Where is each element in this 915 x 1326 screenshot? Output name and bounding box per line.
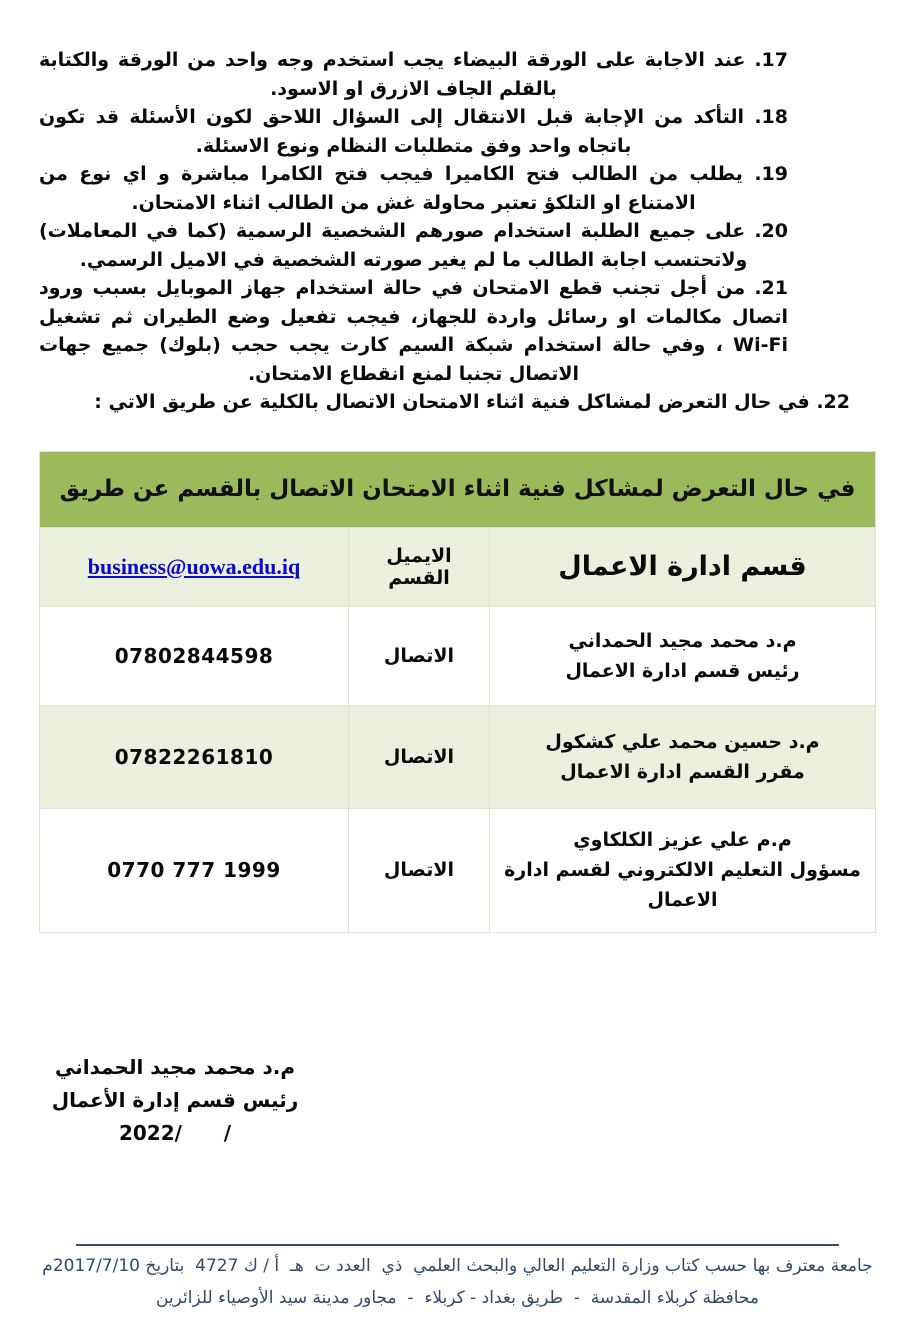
document-page	[0, 46, 915, 1326]
person-cell	[490, 809, 875, 932]
person-cell	[490, 706, 875, 808]
list-item-21	[39, 274, 876, 388]
footer-accreditation-line: جامعة معترف بها حسب كتاب وزارة التعليم العالي والبحث العلمي ذي العدد ت هـ أ / ك 4727 بتاريخ 2017/7/10م	[42, 1256, 873, 1276]
email-label-cell	[348, 528, 490, 606]
item-number: 17.	[754, 49, 788, 71]
phone-cell	[40, 607, 348, 705]
contact-label-cell	[348, 809, 490, 932]
item-text: من أجل تجنب قطع الامتحان في حالة استخدام جهاز الموبايل بسبب ورود اتصال مكالمات او رسائل واردة للجهاز، فيجب تفعيل وضع الطيران ثم تشغيل Wi-Fi ، وفي حالة استخدام شبكة السيم كارت يجب حجب (بلوك) جميع جهات الاتصال تجنبا لمنع انقطاع الامتحان.	[39, 277, 788, 385]
rules-list	[39, 46, 876, 417]
email-link[interactable]: business@uowa.edu.iq	[87, 553, 301, 579]
item-text: على جميع الطلبة استخدام صورهم الشخصية الرسمية (كما في المعاملات) ولاتحتسب اجابة الطالب ما لم يغير صورته الشخصية في الاميل الرسمي.	[39, 220, 748, 271]
person-role: مسؤول التعليم الالكتروني لقسم ادارة الاعمال	[504, 859, 861, 911]
table-row-department	[40, 527, 875, 606]
department-email-cell	[40, 528, 348, 606]
person-cell	[490, 607, 875, 705]
page-footer	[0, 1244, 915, 1314]
person-name: م.م علي عزيز الكلكاوي	[573, 829, 792, 851]
phone-cell	[40, 809, 348, 932]
contact-table	[39, 451, 876, 933]
phone-cell	[40, 706, 348, 808]
table-row-head-of-department	[40, 606, 875, 705]
phone-number: 0770 777 1999	[107, 858, 281, 882]
phone-number: 07802844598	[114, 643, 274, 668]
table-header-band	[40, 452, 875, 527]
item-text: في حال التعرض لمشاكل فنية اثناء الامتحان الاتصال بالكلية عن طريق الاتي :	[94, 391, 810, 413]
list-item-17	[39, 46, 876, 103]
person-name: م.د حسين محمد علي كشكول	[545, 730, 820, 753]
signature-name: م.د محمد مجيد الحمداني	[54, 1055, 296, 1079]
department-name: قسم ادارة الاعمال	[558, 551, 807, 582]
item-number: 20.	[754, 220, 788, 242]
list-item-19	[39, 160, 876, 217]
contact-label: الاتصال	[383, 745, 455, 768]
person-name: م.د محمد مجيد الحمداني	[568, 629, 797, 652]
contact-label-cell	[348, 706, 490, 808]
signature-title: رئيس قسم إدارة الأعمال	[51, 1088, 299, 1112]
list-item-20	[39, 217, 876, 274]
person-role: مقرر القسم ادارة الاعمال	[560, 760, 805, 783]
item-number: 21.	[754, 277, 788, 299]
phone-number: 07822261810	[114, 744, 274, 769]
table-title: في حال التعرض لمشاكل فنية اثناء الامتحان الاتصال بالقسم عن طريق	[59, 476, 856, 502]
footer-address-line: محافظة كربلاء المقدسة - طريق بغداد - كربلاء - مجاور مدينة سيد الأوصياء للزائرين	[155, 1288, 760, 1308]
signature-date: / /2022	[118, 1121, 232, 1145]
email-label: الايميل القسم	[386, 544, 452, 589]
contact-label: الاتصال	[383, 859, 455, 881]
contact-label-cell	[348, 607, 490, 705]
item-text: التأكد من الإجابة قبل الانتقال إلى السؤال اللاحق لكون الأسئلة قد تكون باتجاه واحد وفق متطلبات النظام ونوع الاسئلة.	[39, 106, 745, 157]
footer-divider	[76, 1244, 839, 1246]
table-row-elearning-officer	[40, 808, 875, 932]
table-row-rapporteur	[40, 705, 875, 808]
contact-label: الاتصال	[383, 644, 455, 667]
list-item-22	[39, 388, 876, 417]
item-text: يطلب من الطالب فتح الكاميرا فيجب فتح الكامرا مباشرة و اي نوع من الامتناع او التلكؤ تعتبر محاولة غش من الطالب اثناء الامتحان.	[39, 163, 743, 214]
department-name-cell	[490, 528, 875, 606]
signature-block	[50, 1051, 300, 1150]
list-item-18	[39, 103, 876, 160]
item-number: 19.	[754, 163, 788, 185]
item-number: 22.	[816, 391, 850, 413]
item-text: عند الاجابة على الورقة البيضاء يجب استخدم وجه واحد من الورقة والكتابة بالقلم الجاف الازرق او الاسود.	[39, 49, 746, 100]
item-number: 18.	[754, 106, 788, 128]
person-role: رئيس قسم ادارة الاعمال	[565, 659, 800, 682]
